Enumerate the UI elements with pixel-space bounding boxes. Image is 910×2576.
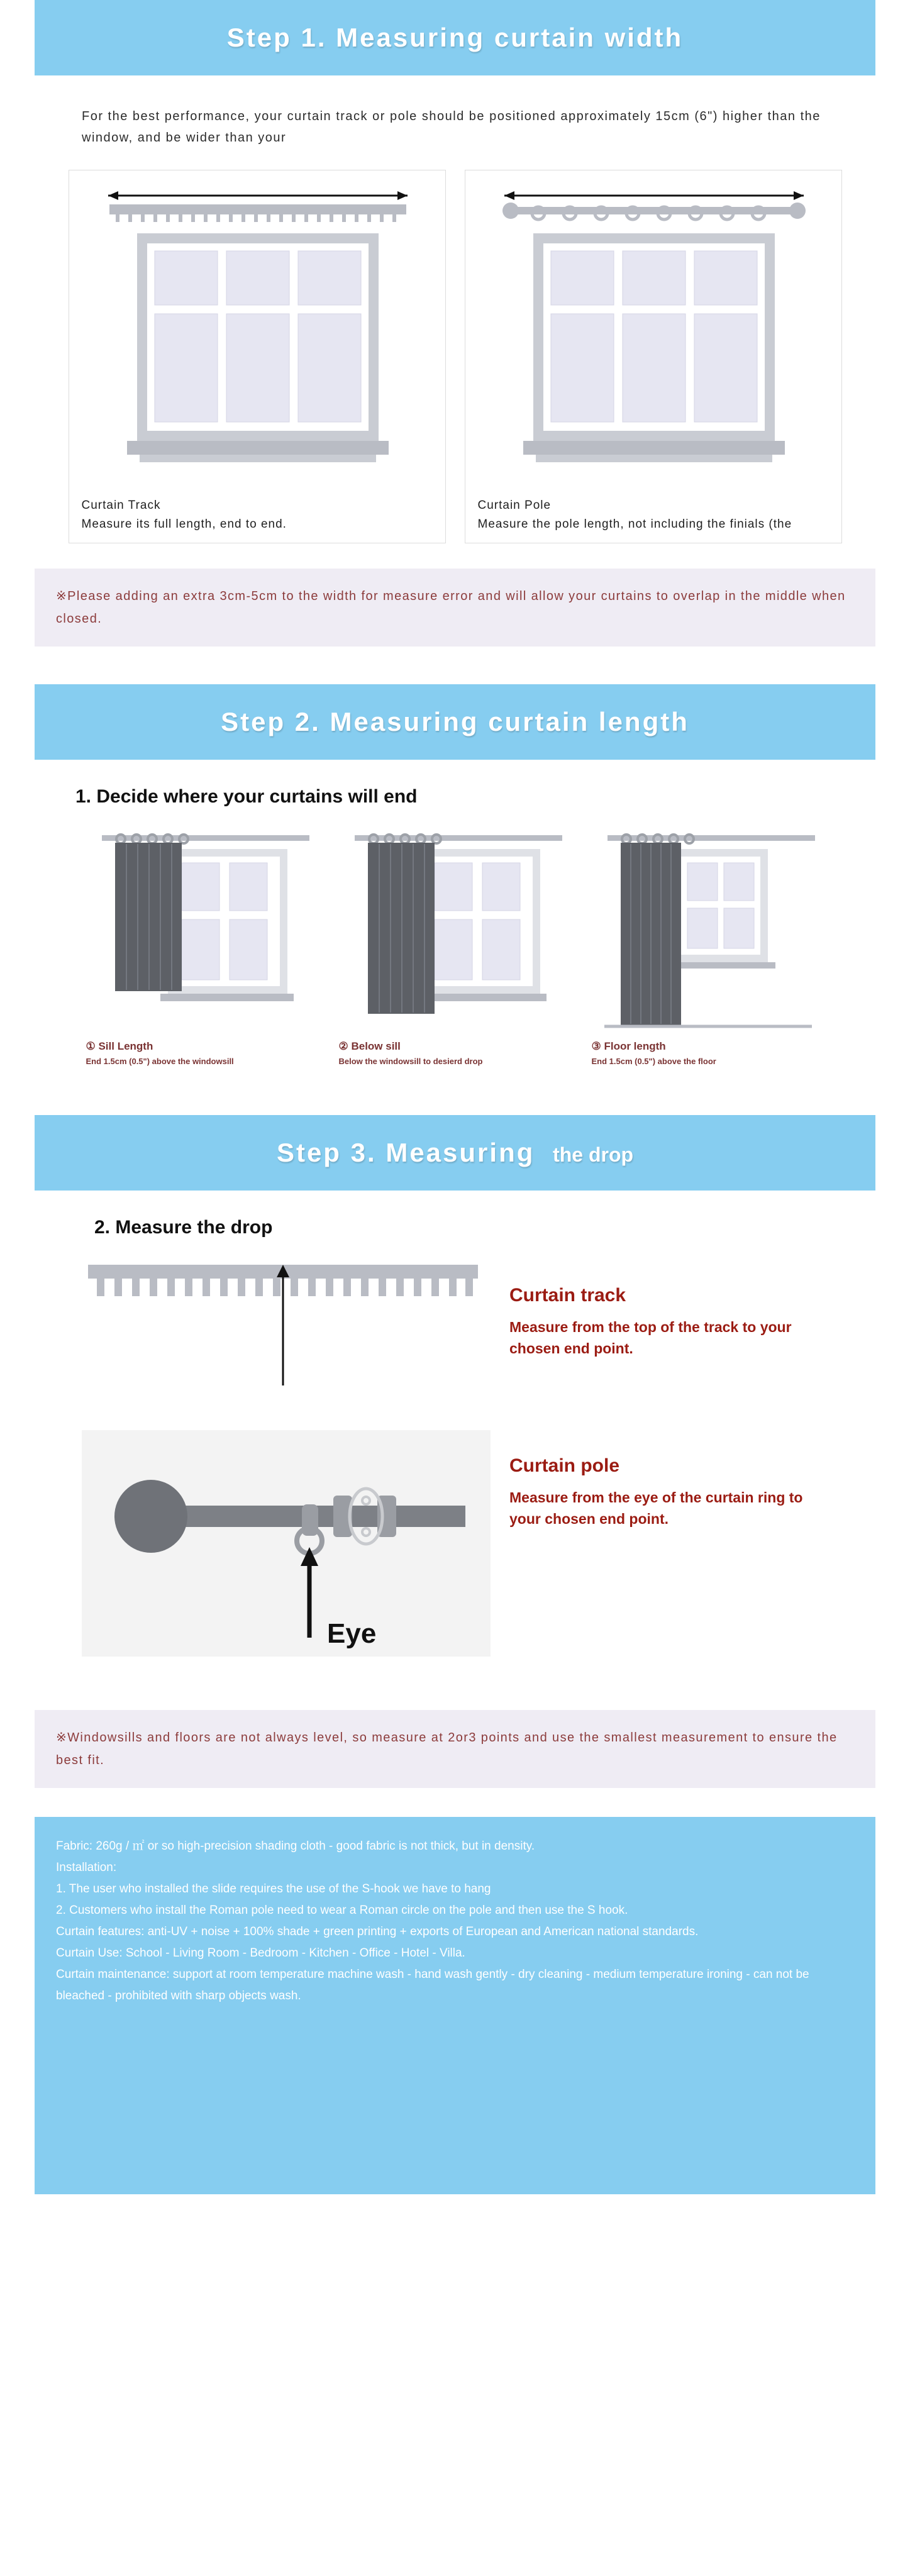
step1-diagram-row	[0, 170, 910, 543]
curtain-track-figure-box	[69, 170, 446, 543]
track-drop-svg	[82, 1260, 491, 1398]
step3-subhead: 2. Measure the drop	[94, 1217, 273, 1238]
floor-length-illustration	[592, 824, 824, 1038]
step1-banner	[35, 0, 875, 75]
curtain-pole-figure-box	[465, 170, 842, 543]
curtain-track-illustration	[82, 182, 433, 490]
curtain-pole-svg	[478, 182, 830, 490]
info-line-3: 1. The user who installed the slide requires the use of the S-hook we have to hang	[56, 1882, 491, 1896]
sill-length-title: ① Sill Length	[86, 1040, 153, 1052]
curtain-track-drop-text	[509, 1260, 836, 1359]
floor-length-title: ③ Floor length	[591, 1040, 666, 1052]
curtain-pole-caption-body: Measure the pole length, not including the finials (the	[477, 518, 792, 531]
product-info-block	[35, 1817, 875, 2194]
curtain-track-drop-body: Measure from the top of the track to your chosen end point.	[509, 1319, 792, 1357]
below-sill-svg	[339, 824, 572, 1038]
below-sill-item	[339, 824, 572, 1067]
below-sill-title: ② Below sill	[338, 1040, 401, 1052]
step3-banner-main: Step 3. Measuring	[276, 1138, 535, 1167]
step2-subhead: 1. Decide where your curtains will end	[75, 786, 418, 807]
step2-figure-row	[0, 824, 910, 1067]
sill-length-item	[86, 824, 319, 1067]
step1-note: ※Please adding an extra 3cm-5cm to the width for measure error and will allow your curtains to overlap in the middle when closed.	[35, 569, 875, 647]
step2-banner-title: Step 2. Measuring curtain length	[221, 707, 689, 736]
curtain-pole-drop-body: Measure from the eye of the curtain ring to your chosen end point.	[509, 1489, 803, 1527]
step1-intro-text: For the best performance, your curtain track or pole should be positioned approximately 15cm (6") higher than the window, and be wider than your	[82, 109, 821, 145]
step3-banner	[35, 1115, 875, 1191]
curtain-pole-caption	[478, 496, 829, 534]
curtain-track-drop-illustration	[82, 1260, 491, 1401]
step1-banner-title: Step 1. Measuring curtain width	[226, 23, 684, 52]
pole-drop-svg	[82, 1430, 491, 1657]
curtain-track-caption-title: Curtain Track	[81, 499, 161, 512]
eye-label: Eye	[327, 1618, 377, 1649]
floor-length-sub: End 1.5cm (0.5") above the floor	[591, 1057, 716, 1066]
below-sill-sub: Below the windowsill to desierd drop	[338, 1057, 483, 1066]
curtain-pole-drop-row	[82, 1430, 910, 1660]
curtain-pole-drop-illustration	[82, 1430, 491, 1660]
curtain-track-caption-body: Measure its full length, end to end.	[81, 518, 287, 531]
step3-banner-tail: the drop	[553, 1143, 634, 1166]
sill-length-sub: End 1.5cm (0.5") above the windowsill	[86, 1057, 234, 1066]
floor-length-item	[592, 824, 824, 1067]
info-line-6: Curtain Use: School - Living Room - Bedroom - Kitchen - Office - Hotel - Villa.	[56, 1946, 465, 1960]
sill-length-svg	[86, 824, 319, 1038]
curtain-track-drop-title: Curtain track	[509, 1285, 626, 1306]
step3-banner-title	[277, 1138, 633, 1168]
floor-length-svg	[592, 824, 824, 1038]
curtain-track-svg	[82, 182, 434, 490]
info-line-1: Fabric: 260g / ㎡ or so high-precision shading cloth - good fabric is not thick, but in density.	[56, 1840, 535, 1853]
curtain-pole-drop-title: Curtain pole	[509, 1455, 620, 1476]
curtain-track-drop-row	[82, 1260, 910, 1401]
curtain-track-caption	[82, 496, 433, 534]
info-line-2: Installation:	[56, 1861, 117, 1874]
curtain-pole-illustration	[478, 182, 829, 490]
info-line-7: Curtain maintenance: support at room temperature machine wash - hand wash gently - dry cleaning - medium temperature ironing - can not be bleached - prohibited with sharp objects wash.	[56, 1968, 809, 2002]
curtain-pole-caption-title: Curtain Pole	[477, 499, 552, 512]
curtain-pole-drop-text	[509, 1430, 836, 1530]
sill-length-illustration	[86, 824, 319, 1038]
info-line-5: Curtain features: anti-UV + noise + 100% shade + green printing + exports of European and American national standards.	[56, 1925, 699, 1938]
step3-note: ※Windowsills and floors are not always level, so measure at 2or3 points and use the smallest measurement to ensure the best fit.	[35, 1710, 875, 1788]
info-line-4: 2. Customers who install the Roman pole need to wear a Roman circle on the pole and then use the S hook.	[56, 1904, 628, 1917]
below-sill-illustration	[339, 824, 572, 1038]
step2-banner	[35, 684, 875, 760]
